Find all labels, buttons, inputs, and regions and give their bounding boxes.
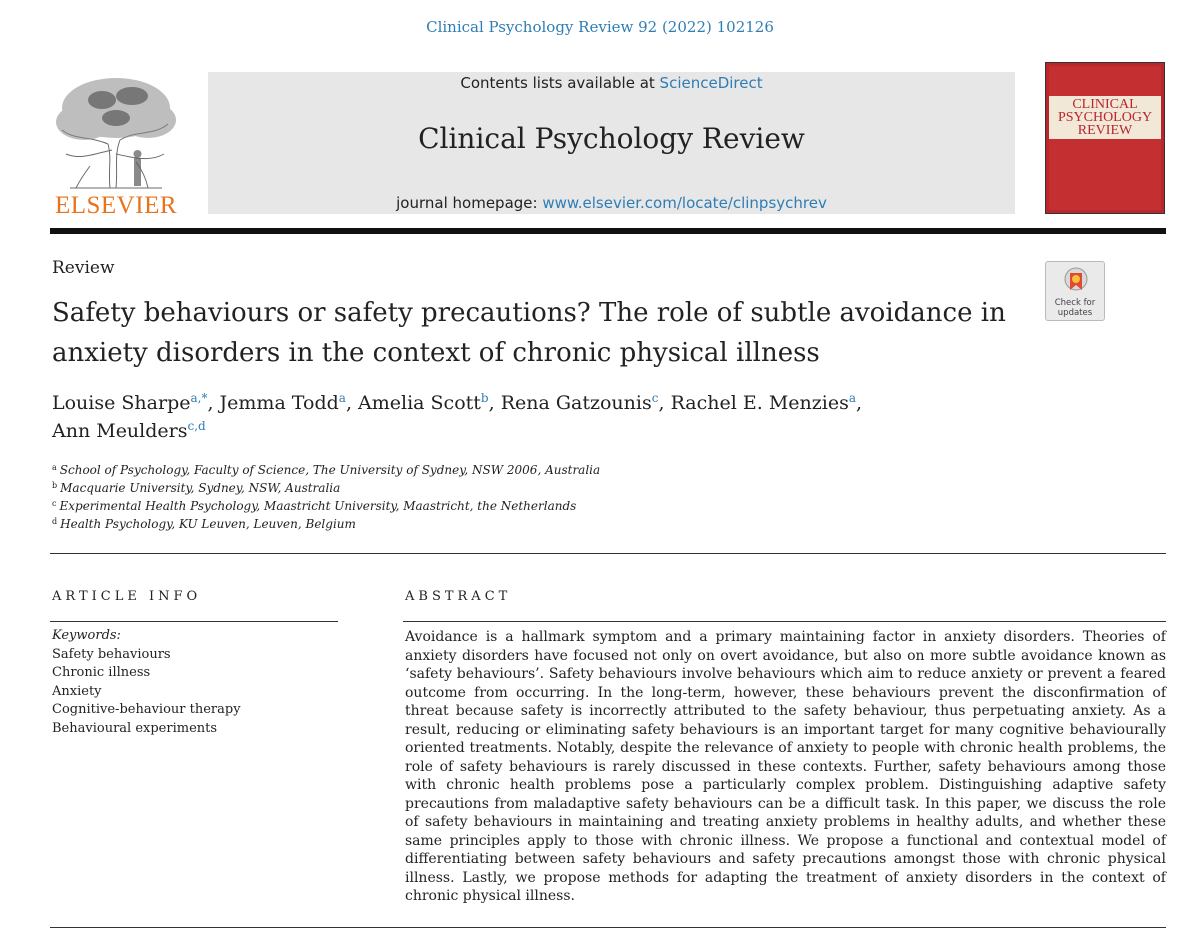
keyword-item: Chronic illness — [52, 665, 151, 680]
journal-name: Clinical Psychology Review — [418, 122, 805, 155]
author-separator: , — [345, 392, 359, 414]
article-type-label: Review — [52, 258, 115, 278]
author-list — [52, 389, 1012, 445]
keyword-item: Cognitive-behaviour therapy — [52, 702, 241, 717]
elsevier-wordmark[interactable]: ELSEVIER — [54, 192, 178, 219]
author-separator: , — [207, 392, 220, 414]
affiliation-marker: c — [52, 499, 57, 508]
author-affiliation-ref[interactable]: a — [338, 391, 346, 405]
author-separator: , — [658, 392, 671, 414]
article-info-heading: ARTICLE INFO — [52, 589, 202, 604]
affiliation-marker: d — [52, 517, 58, 526]
author-affiliation-ref[interactable]: c — [651, 391, 659, 405]
affiliation-item — [52, 515, 1052, 533]
bookmark-ribbon-icon — [1063, 267, 1089, 297]
author-name[interactable]: Amelia Scott — [358, 392, 481, 414]
cover-title: CLINICAL PSYCHOLOGY REVIEW — [1049, 96, 1161, 139]
homepage-line — [208, 194, 1015, 212]
journal-cover-panel — [1049, 66, 1161, 210]
footer-rule — [50, 927, 1166, 928]
article-info-rule — [50, 621, 338, 622]
section-rule — [50, 553, 1166, 554]
keywords-label: Keywords: — [52, 628, 121, 643]
author-separator: , — [856, 392, 863, 414]
contents-prefix: Contents lists available at — [460, 74, 660, 92]
abstract-body: Avoidance is a hallmark symptom and a primary maintaining factor in anxiety disorders. Theories of anxiety disorders have focused not only on overt avoidance, but also on more subtle avoidance known as ‘safety behaviours’. Safety behaviours involve behaviours which aim to reduce anxiety or prevent a feared outcome from occurring. In the long-term, however, these behaviours prevent the disconfirmation of threat because safety is incorrectly attributed to the safety behaviour, thus perpetuating anxiety. As a result, reducing or eliminating safety behaviours is an important target for many cognitive behaviourally oriented treatments. Notably, despite the relevance of anxiety to people with chronic health problems, the role of safety behaviours is rarely discussed in these contexts. Further, safety behaviours among those with chronic health problems pose a particularly complex problem. Distinguishing adaptive safety precautions from maladaptive safety behaviours can be a difficult task. In this paper, we discuss the role of safety behaviours in maintaining and treating anxiety problems in healthy adults, and whether these same principles apply to those with chronic illness. We propose a functional and contextual model of differentiating between safety behaviours and safety precautions amongst those with chronic physical illness. Lastly, we propose methods for adapting the treatment of anxiety disorders in the context of chronic physical illness. — [405, 629, 1166, 904]
contents-line — [208, 74, 1015, 92]
affiliation-marker: a — [52, 463, 57, 472]
author-name[interactable]: Jemma Todd — [219, 392, 339, 414]
author-name[interactable]: Louise Sharpe — [52, 392, 191, 414]
affiliation-item — [52, 461, 1052, 479]
affiliation-list — [52, 461, 1052, 533]
author-separator: , — [488, 392, 501, 414]
author-affiliation-ref[interactable]: a — [848, 391, 856, 405]
author-affiliation-ref[interactable]: b — [480, 391, 489, 405]
sciencedirect-link[interactable]: ScienceDirect — [659, 74, 763, 92]
article-title: Safety behaviours or safety precautions? The role of subtle avoidance in anxiety disorders in the context of chronic physical illness — [52, 298, 1006, 368]
homepage-link[interactable]: www.elsevier.com/locate/clinpsychrev — [542, 194, 827, 212]
affiliation-item — [52, 497, 1052, 515]
affiliation-marker: b — [52, 481, 58, 490]
check-for-updates-label: Check for updates — [1054, 298, 1096, 318]
homepage-prefix: journal homepage: — [396, 194, 543, 212]
affiliation-text: Macquarie University, Sydney, NSW, Australia — [60, 481, 341, 495]
author-name[interactable]: Rachel E. Menzies — [670, 392, 849, 414]
affiliation-text: Experimental Health Psychology, Maastricht University, Maastricht, the Netherlands — [59, 499, 577, 513]
keywords-list — [52, 627, 352, 738]
keyword-item: Anxiety — [52, 683, 102, 699]
check-for-updates-button[interactable] — [1045, 261, 1105, 321]
abstract-rule — [403, 621, 1166, 622]
author-affiliation-ref[interactable]: a,* — [190, 391, 208, 405]
journal-cover-image[interactable] — [1045, 62, 1165, 214]
abstract-heading: ABSTRACT — [405, 589, 512, 604]
author-name[interactable]: Rena Gatzounis — [500, 392, 652, 414]
author-name[interactable]: Ann Meulders — [52, 420, 188, 442]
author-affiliation-ref[interactable]: c,d — [187, 419, 206, 433]
keyword-item: Safety behaviours — [52, 646, 171, 662]
header-rule — [50, 228, 1166, 234]
journal-citation[interactable]: Clinical Psychology Review 92 (2022) 102126 — [426, 18, 774, 36]
affiliation-text: School of Psychology, Faculty of Science, The University of Sydney, NSW 2006, Australia — [59, 463, 601, 477]
affiliation-text: Health Psychology, KU Leuven, Leuven, Belgium — [60, 517, 356, 531]
affiliation-item — [52, 479, 1052, 497]
keyword-item: Behavioural experiments — [52, 720, 218, 736]
